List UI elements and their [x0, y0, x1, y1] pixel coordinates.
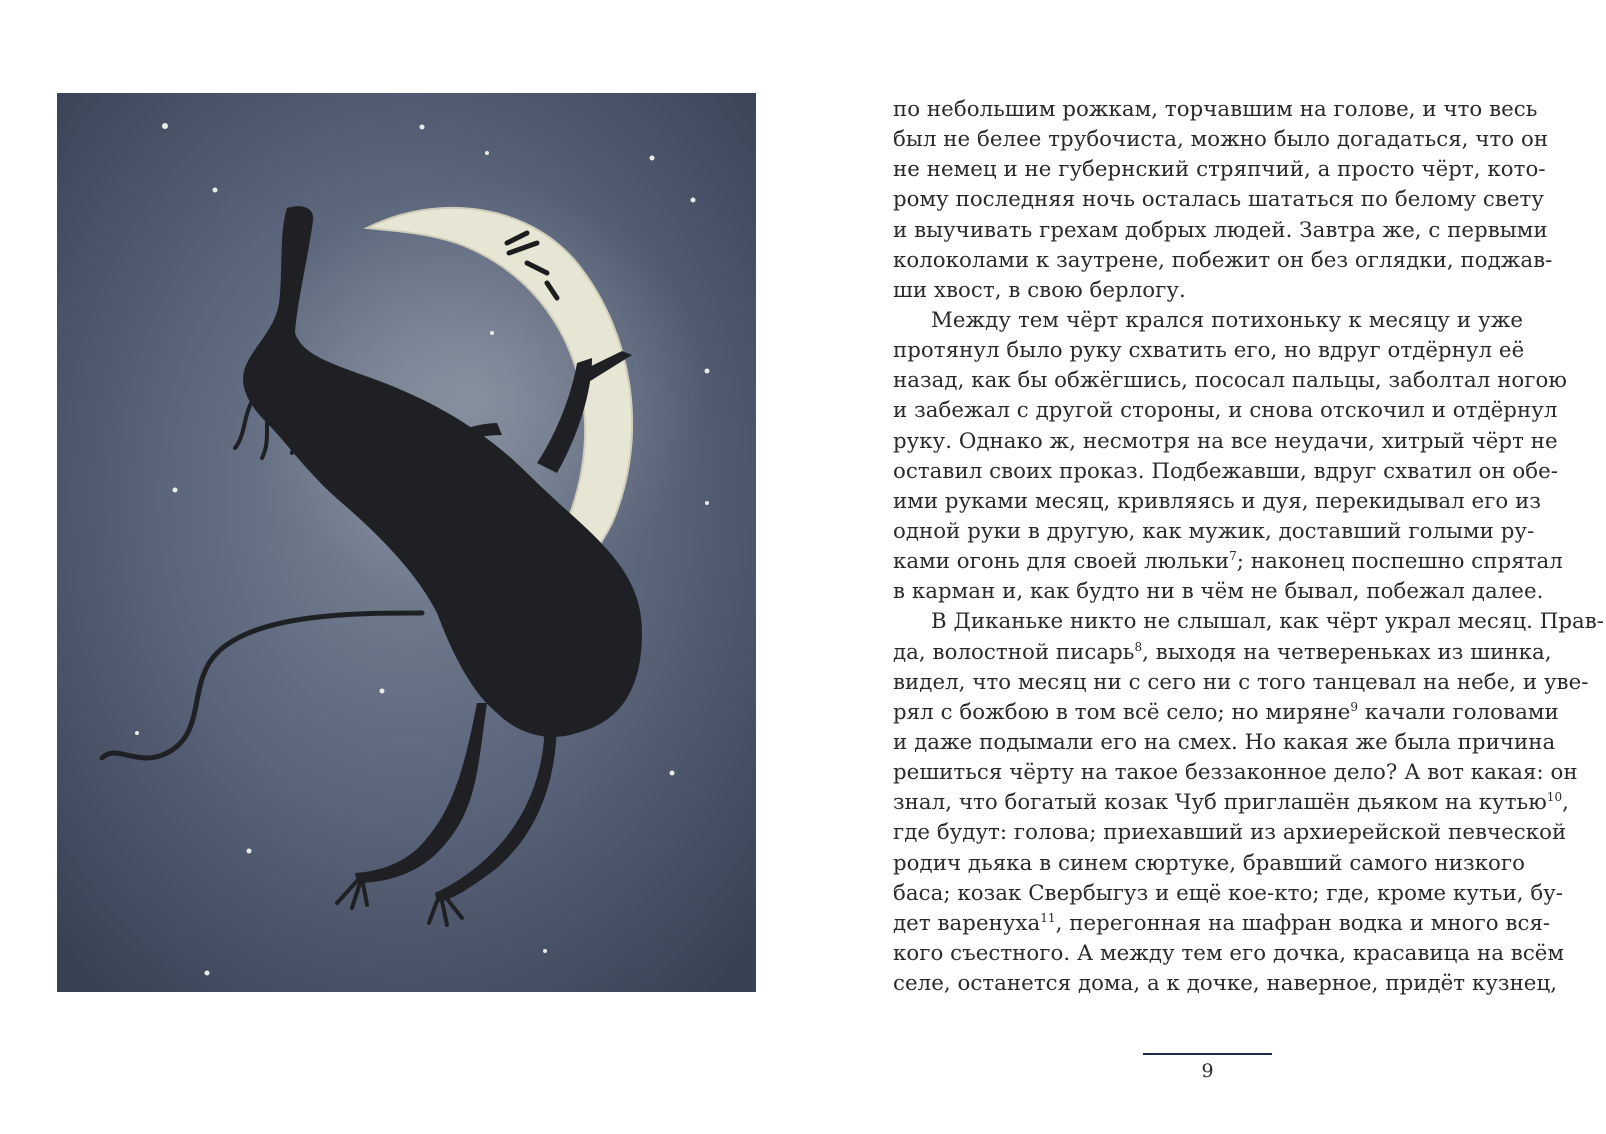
- text-line-main: одной руки в другую, как мужик, доставший голыми ру-: [893, 518, 1535, 544]
- text-line-main: кого съестного. А между тем его дочка, красавица на всём: [893, 940, 1565, 966]
- text-line-main: дет варенуха: [893, 910, 1041, 936]
- text-line-main: родич дьяка в синем сюртуке, бравший самого низкого: [893, 850, 1525, 876]
- text-line-main: назад, как бы обжёгшись, пососал пальцы, заболтал ногою: [893, 368, 1567, 394]
- text-line-main: по небольшим рожкам, торчавшим на голове, и что весь: [893, 97, 1538, 122]
- page-number: 9: [1201, 1060, 1214, 1082]
- folio-rule: [1143, 1053, 1272, 1055]
- text-line: [893, 276, 1523, 306]
- text-line: [893, 336, 1523, 366]
- text-line-main: рял с божбою в том всё село; но миряне: [893, 699, 1351, 725]
- text-line: [893, 457, 1559, 487]
- text-line-main: в карман и, как будто ни в чём не бывал, побежал далее.: [893, 579, 1544, 605]
- footnote-marker[interactable]: 11: [1040, 910, 1056, 925]
- text-line-main: протянул было руку схватить его, но вдруг отдёрнул её: [893, 338, 1525, 364]
- text-line-main: ими руками месяц, кривляясь и дуя, перекидывал его из: [893, 488, 1541, 514]
- text-line: [893, 487, 1541, 517]
- illustration-canvas: [57, 93, 756, 992]
- text-line: [893, 849, 1523, 879]
- text-line-main: колоколами к заутрене, побежит он без оглядки, поджав-: [893, 247, 1553, 273]
- footnote-marker[interactable]: 7: [1229, 549, 1237, 564]
- footnote-marker[interactable]: 9: [1350, 699, 1359, 714]
- text-line-main: ками огонь для своей люльки: [893, 549, 1230, 575]
- text-line-main: и даже подымали его на смех. Но какая же была причина: [893, 729, 1556, 755]
- text-line: [893, 638, 1552, 668]
- text-line: [893, 909, 1551, 939]
- text-line-continuation: качали головами: [1358, 699, 1559, 725]
- text-line-main: оставил своих проказ. Подбежавши, вдруг схватил он обе-: [893, 458, 1559, 484]
- text-line-main: знал, что богатый козак Чуб приглашён дьяком на кутью: [893, 790, 1547, 816]
- text-line: [893, 216, 1548, 246]
- text-line-continuation: ; наконец поспешно спрятал: [1236, 549, 1563, 575]
- text-line-main: и забежал с другой стороны, и снова отскочил и отдёрнул: [893, 398, 1558, 424]
- text-line-main: видел, что месяц ни с сего ни с того танцевал на небе, и уве-: [893, 669, 1589, 695]
- text-line-main: не немец и не губернский стряпчий, а просто чёрт, кото-: [893, 157, 1546, 183]
- text-line-main: да, волостной писарь: [893, 639, 1135, 665]
- text-line: [893, 577, 1544, 607]
- text-line-main: баса; козак Свербыгуз и ещё кое-кто; где, кроме кутьи, бу-: [893, 880, 1564, 906]
- text-line: [893, 818, 1567, 848]
- text-line: [893, 939, 1565, 969]
- text-line-main: решиться чёрту на такое беззаконное дело? А вот какая: он: [893, 760, 1578, 786]
- text-line-main: В Диканьке никто не слышал, как чёрт украл месяц. Прав-: [931, 609, 1605, 635]
- text-line-main: руку. Однако ж, несмотря на все неудачи, хитрый чёрт не: [893, 428, 1558, 454]
- text-line-main: был не белее трубочиста, можно было догадаться, что он: [893, 127, 1549, 153]
- text-line: [893, 185, 1544, 215]
- text-line: [893, 155, 1546, 185]
- text-page: [893, 95, 1605, 999]
- text-line: [893, 788, 1569, 818]
- footnote-marker[interactable]: 10: [1546, 790, 1563, 805]
- text-line: [893, 698, 1559, 728]
- text-line-main: рому последняя ночь осталась шататься по белому свету: [893, 187, 1544, 213]
- text-line: [893, 427, 1558, 457]
- text-line: [893, 125, 1549, 155]
- text-line-main: селе, останется дома, а к дочке, наверное, придёт кузнец,: [893, 971, 1558, 997]
- text-line: [893, 547, 1563, 577]
- text-line: [893, 728, 1556, 758]
- text-line: [893, 517, 1535, 547]
- devil-and-moon-illustration: [57, 93, 756, 992]
- text-line-main: ши хвост, в свою берлогу.: [893, 277, 1186, 303]
- text-line: [893, 396, 1558, 426]
- text-line: [893, 246, 1553, 276]
- text-line: [893, 366, 1567, 396]
- text-line: [893, 668, 1589, 698]
- text-line: [893, 306, 1523, 336]
- text-line: [893, 879, 1564, 909]
- text-line-main: Между тем чёрт крался потихоньку к месяцу и уже: [931, 307, 1523, 333]
- text-line: [893, 95, 1538, 125]
- text-line-continuation: , перегонная на шафран водка и много вся-: [1055, 910, 1551, 936]
- text-line-main: и выучивать грехам добрых людей. Завтра же, с первыми: [893, 217, 1548, 243]
- text-line-continuation: ,: [1562, 790, 1569, 816]
- text-line: [893, 758, 1578, 788]
- text-line: [893, 607, 1605, 637]
- text-line-main: где будут: голова; приехавший из архиерейской певческой: [893, 820, 1567, 846]
- text-line-continuation: , выходя на четвереньках из шинка,: [1142, 639, 1552, 665]
- footnote-marker[interactable]: 8: [1134, 639, 1143, 654]
- text-line: [893, 969, 1558, 999]
